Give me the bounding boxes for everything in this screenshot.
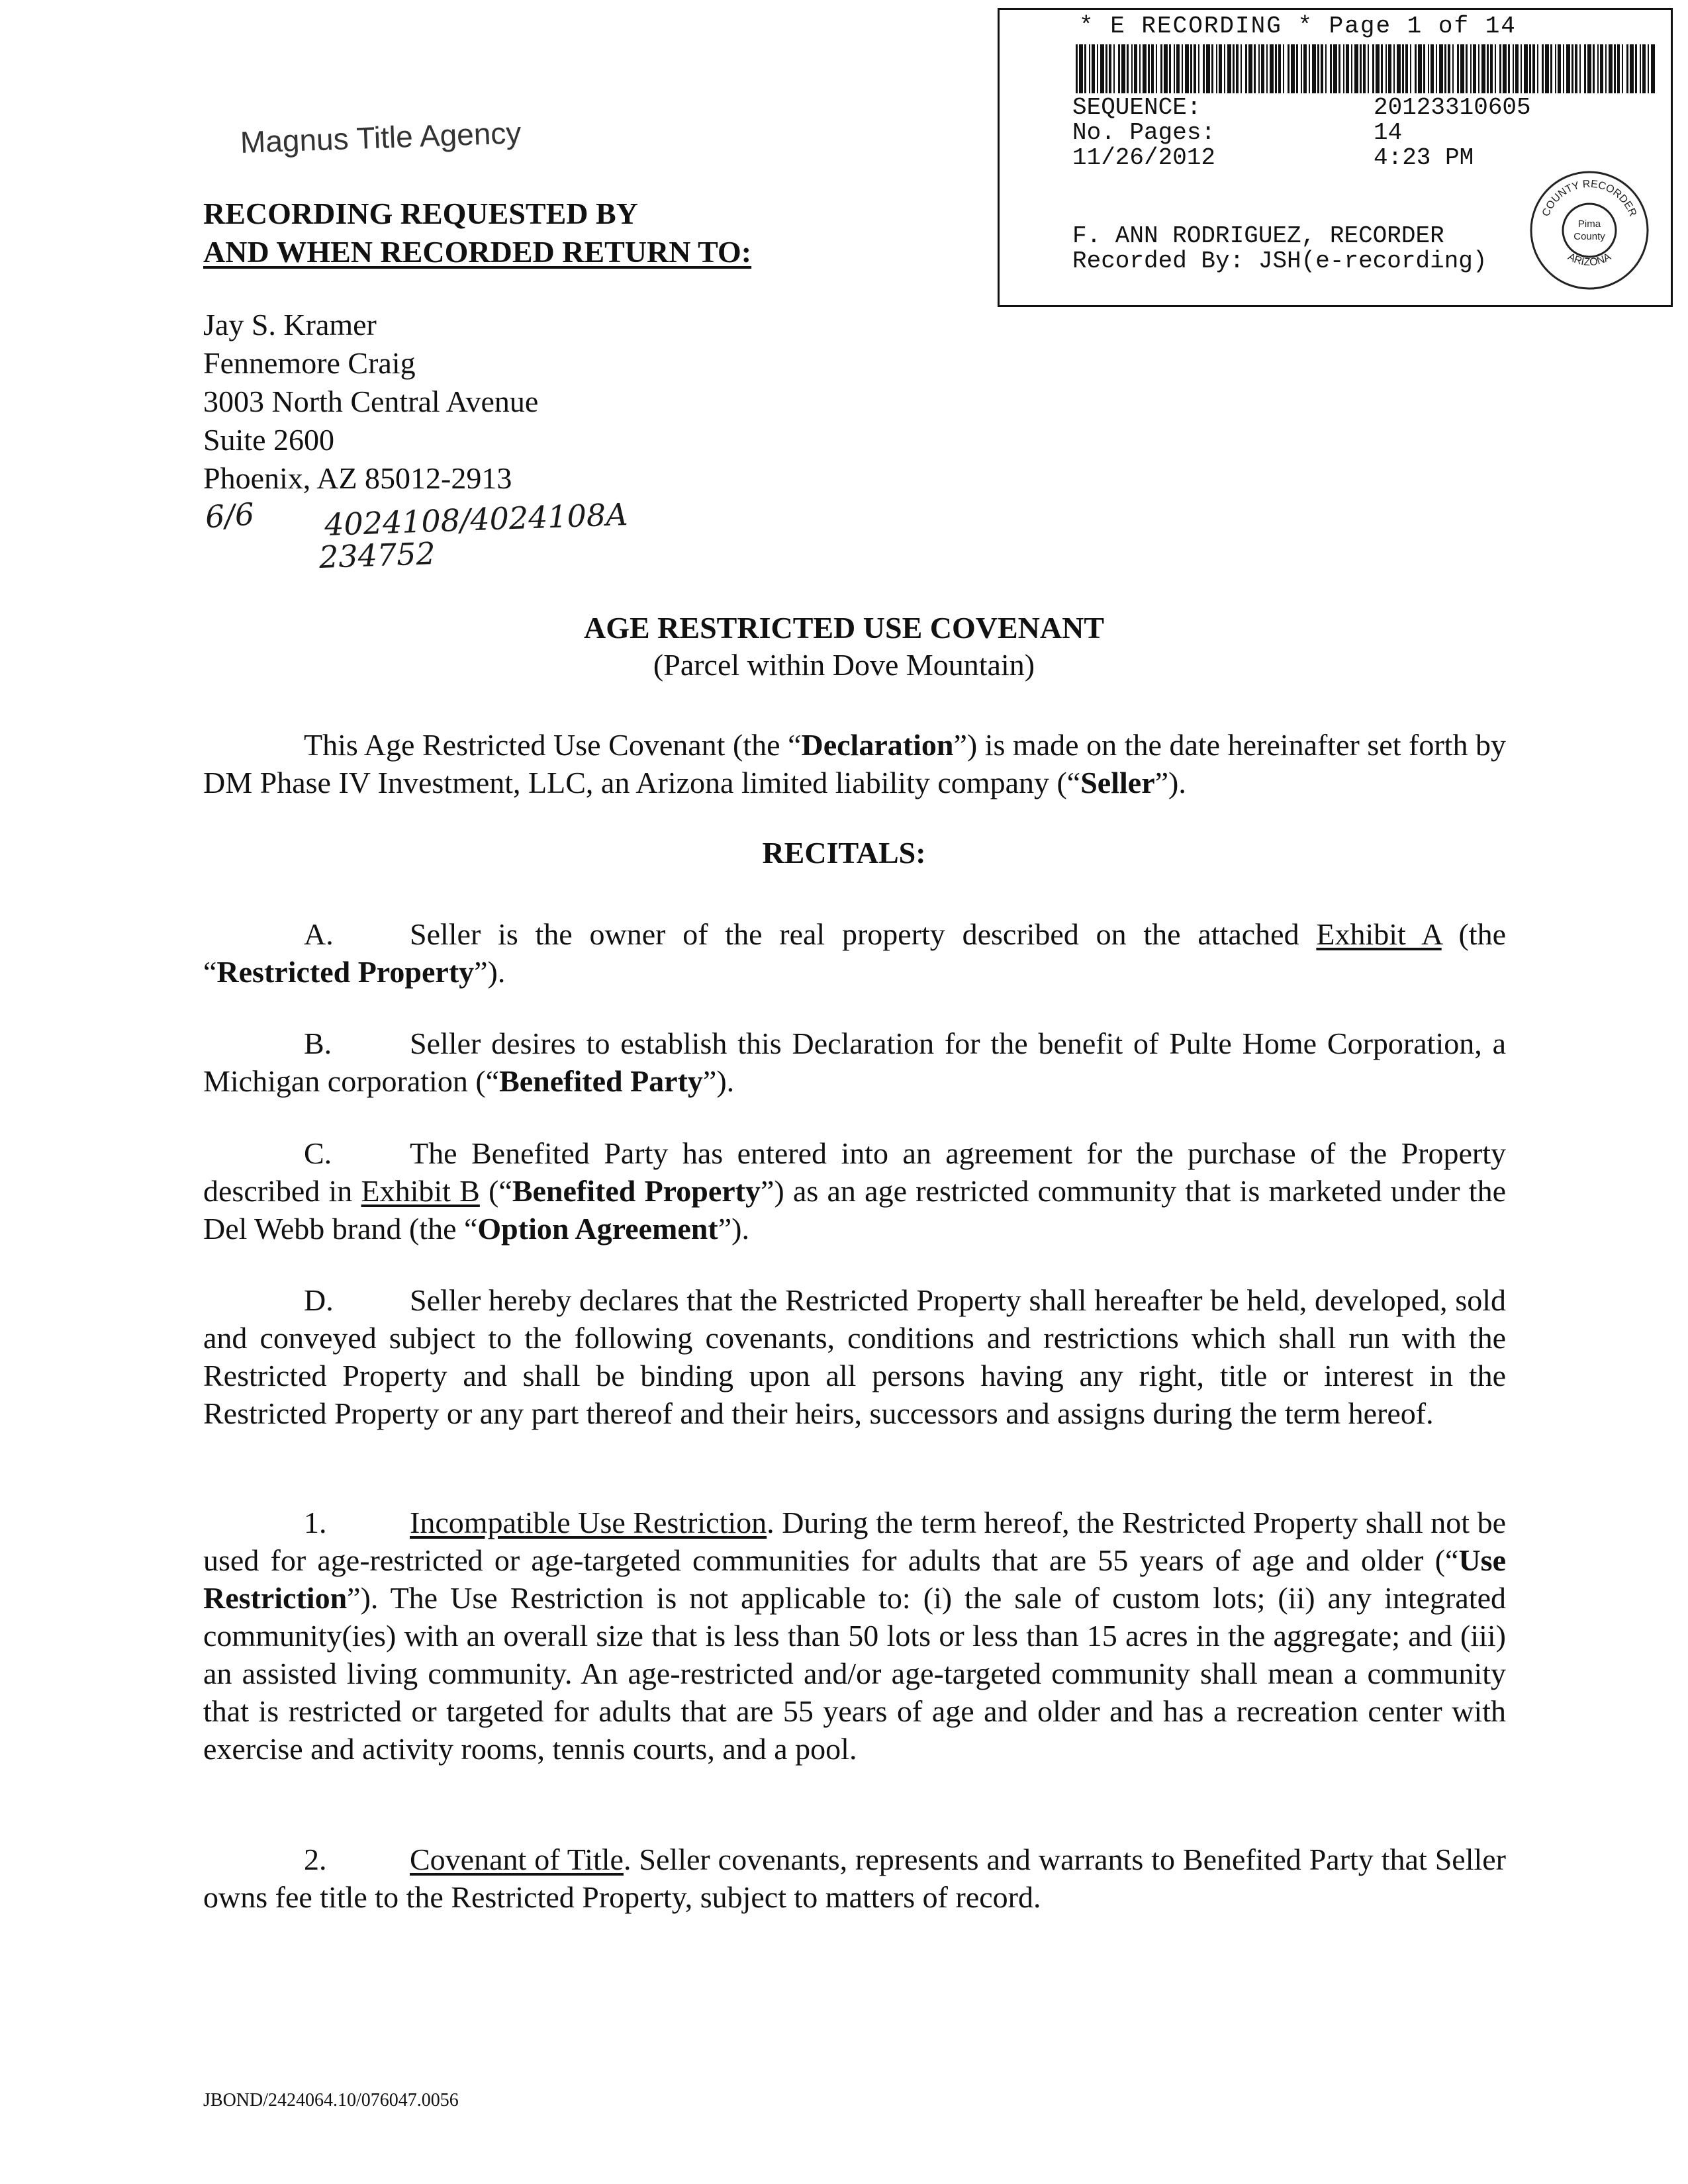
section-1-use-restriction: 1. Incompatible Use Restriction. During the term hereof, the Restricted Property shall not be used for age-restricted or age-targeted communities for adults that are 55 years of age and older (“Use Restriction”). The Use Restriction is not applicable to: (i) the sale of custom lots; (ii) any integrated community(ies) with an overall size that is less than 50 lots or less than 15 acres in the aggregate; and (iii) an assisted living community. An age-restricted and/or age-targeted community shall mean a community that is restricted or targeted for adults that are 55 years of age and older and has a recreation center with exercise and activity rooms, tennis courts, and a pool. (203, 1506, 1507, 1766)
pages-label: No. Pages: (1072, 119, 1216, 146)
recording-date: 11/26/2012 (1072, 144, 1216, 171)
recorder-name: F. ANN RODRIGUEZ, RECORDER (1072, 222, 1444, 250)
agency-stamp: Magnus Title Agency (240, 115, 522, 159)
seal-top-text: COUNTY RECORDER (1540, 178, 1639, 218)
handwritten-order-number: 234752 (318, 535, 436, 576)
svg-text:ARIZONA (1566, 251, 1613, 268)
address-line: Jay S. Kramer (203, 308, 377, 341)
sequence-value: 20123310605 (1374, 94, 1531, 121)
barcode (1076, 44, 1658, 93)
address-line: Fennemore Craig (203, 346, 416, 380)
sequence-label: SEQUENCE: (1072, 94, 1201, 121)
document-title: AGE RESTRICTED USE COVENANT (584, 611, 1104, 645)
return-to-heading: AND WHEN RECORDED RETURN TO: (203, 235, 752, 269)
section-2-covenant-of-title: 2. Covenant of Title. Seller covenants, represents and warrants to Benefited Party that Seller owns fee title to the Restricted Property, subject to matters of record. (203, 1843, 1507, 1914)
address-line: Phoenix, AZ 85012-2913 (203, 461, 512, 495)
handwritten-note: 6/6 (204, 496, 256, 535)
address-line: Suite 2600 (203, 423, 335, 457)
recording-header: * E RECORDING * Page 1 of 14 (1079, 13, 1517, 40)
county-seal-icon (1528, 169, 1651, 292)
recording-time: 4:23 PM (1374, 144, 1474, 171)
seal-bottom-text: ARIZONA (1566, 251, 1613, 269)
recital-c: C. The Benefited Party has entered into an agreement for the purchase of the Property described in Exhibit B (“Benefited Property”) as an age restricted community that is marketed under the Del Webb brand (the “Option Agreement”). (203, 1136, 1506, 1246)
recital-a: A. Seller is the owner of the real property described on the attached Exhibit A (the “Restricted Property”). (203, 917, 1506, 989)
recital-b: B. Seller desires to establish this Declaration for the benefit of Pulte Home Corporation, a Michigan corporation (“Benefited Party”). (203, 1026, 1506, 1098)
return-address (203, 306, 538, 498)
document-subtitle: (Parcel within Dove Mountain) (653, 648, 1035, 682)
seal-center-2: County (1573, 231, 1605, 242)
handwritten-parcel-numbers: 4024108/4024108A (324, 496, 629, 543)
pages-value: 14 (1374, 119, 1403, 146)
recital-d: D. Seller hereby declares that the Restricted Property shall hereafter be held, developed, sold and conveyed subject to the following covenants, conditions and restrictions which shall run with the Restricted Property and shall be binding upon all persons having any right, title or interest in the Restricted Property or any part thereof and their heirs, successors and assigns during the term hereof. (203, 1283, 1506, 1430)
recording-stamp-box (998, 8, 1673, 307)
document-footer-id: JBOND/2424064.10/076047.0056 (203, 2090, 459, 2111)
seal-center-1: Pima (1577, 218, 1601, 230)
address-line: 3003 North Central Avenue (203, 385, 539, 418)
intro-paragraph: This Age Restricted Use Covenant (the “Declaration”) is made on the date hereinafter set forth by DM Phase IV Investment, LLC, an Arizona limited liability company (“Seller”). (203, 728, 1507, 799)
recording-requested-by: RECORDING REQUESTED BY (203, 197, 638, 230)
recorded-by: Recorded By: JSH(e-recording) (1072, 248, 1487, 275)
recitals-heading: RECITALS: (762, 836, 926, 870)
